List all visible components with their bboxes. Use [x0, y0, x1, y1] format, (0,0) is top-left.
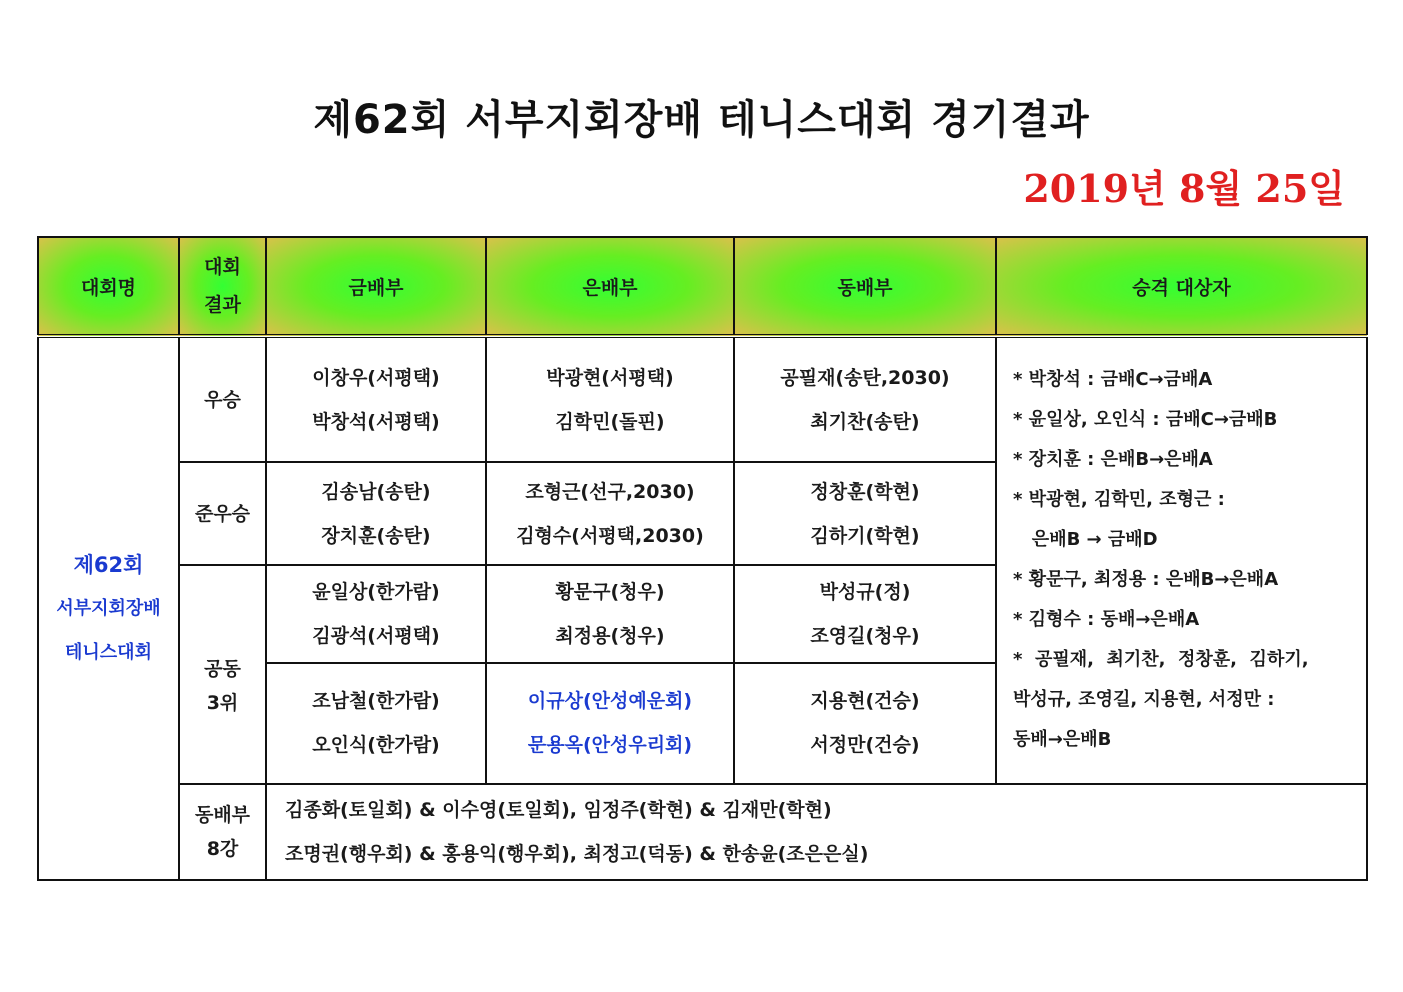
promotion-item: * 김형수 : 동배→은배A — [1013, 609, 1200, 630]
player-name: 이창우(서평택) — [312, 366, 440, 389]
row-winner — [38, 336, 1367, 462]
quarterfinal-line: 조명권(행우회) & 홍용익(행우회), 최정고(덕동) & 한송윤(조은은실) — [285, 842, 869, 865]
third-b-gold — [266, 663, 486, 783]
player-name: 최기찬(송탄) — [810, 410, 920, 433]
player-name: 김송남(송탄) — [321, 480, 431, 503]
promotion-item: * 공필재, 최기찬, 정창훈, 김하기, — [1013, 649, 1309, 670]
runner-up-silver — [486, 462, 734, 564]
player-name: 박성규(정) — [819, 581, 911, 603]
player-name: 장치훈(송탄) — [321, 524, 431, 547]
player-name: 조영길(청우) — [810, 625, 920, 647]
header-silver: 은배부 — [486, 237, 734, 336]
winner-silver — [486, 336, 734, 462]
third-b-bronze — [734, 663, 996, 783]
header-promotion: 승격 대상자 — [996, 237, 1367, 336]
player-name: 박창석(서평택) — [312, 410, 440, 433]
player-name: 김광석(서평택) — [312, 625, 440, 647]
tournament-name — [39, 543, 178, 675]
event-date: 2019년 8월 25일 — [1023, 166, 1345, 211]
results-table — [37, 236, 1368, 881]
promotion-item: 은배B → 금배D — [1013, 529, 1158, 550]
player-name: 조남철(한가람) — [312, 690, 440, 713]
player-name: 황문구(청우) — [555, 581, 665, 603]
winner-bronze — [734, 336, 996, 462]
row-quarterfinal — [38, 784, 1367, 880]
player-name: 김형수(서평택,2030) — [516, 524, 704, 547]
player-name: 최정용(청우) — [555, 625, 665, 647]
winner-gold — [266, 336, 486, 462]
label-runner-up: 준우승 — [179, 462, 266, 564]
header-result-line1: 대회 — [204, 256, 241, 278]
header-gold: 금배부 — [266, 237, 486, 336]
header-tournament: 대회명 — [38, 237, 179, 336]
label-quarterfinal-line1: 동배부 — [194, 803, 251, 826]
promotion-item: 박성규, 조영길, 지용현, 서정만 : — [1013, 689, 1275, 710]
promotion-item: * 황문구, 최정용 : 은배B→은배A — [1013, 569, 1279, 590]
promotion-item: * 박광현, 김학민, 조형근 : — [1013, 489, 1225, 510]
header-result-line2: 결과 — [204, 294, 241, 316]
player-name: 김하기(학현) — [810, 524, 920, 547]
label-winner: 우승 — [179, 336, 266, 462]
label-third — [179, 565, 266, 784]
player-name: 윤일상(한가람) — [312, 581, 440, 603]
tournament-name-line3: 테니스대회 — [65, 641, 152, 663]
label-quarterfinal-line2: 8강 — [206, 837, 239, 860]
player-name: 조형근(선구,2030) — [525, 480, 695, 503]
tournament-name-line1: 제62회 — [73, 552, 144, 577]
header-bronze: 동배부 — [734, 237, 996, 336]
player-name: 문용옥(안성우리회) — [527, 734, 693, 757]
quarterfinal-line: 김종화(토일회) & 이수영(토일회), 임정주(학현) & 김재만(학현) — [285, 798, 832, 821]
tournament-name-cell — [38, 336, 179, 880]
player-name: 이규상(안성예운회) — [527, 690, 693, 713]
promotion-list — [996, 336, 1367, 784]
label-third-line1: 공동 — [204, 658, 241, 681]
player-name: 김학민(돌핀) — [555, 410, 665, 433]
runner-up-gold — [266, 462, 486, 564]
third-a-silver — [486, 565, 734, 663]
third-a-bronze — [734, 565, 996, 663]
player-name: 서정만(건승) — [810, 734, 920, 757]
player-name: 박광현(서평택) — [546, 366, 674, 389]
player-name: 정창훈(학현) — [810, 480, 920, 503]
quarterfinal-players — [266, 784, 1367, 880]
header-row — [38, 237, 1367, 336]
page-title: 제62회 서부지회장배 테니스대회 경기결과 — [313, 97, 1090, 143]
runner-up-bronze — [734, 462, 996, 564]
promotion-item: * 장치훈 : 은배B→은배A — [1013, 449, 1213, 470]
player-name: 지용현(건승) — [810, 690, 920, 713]
promotion-item: 동배→은배B — [1013, 729, 1112, 750]
tournament-name-line2: 서부지회장배 — [56, 597, 161, 619]
promotion-item: * 윤일상, 오인식 : 금배C→금배B — [1013, 409, 1278, 430]
third-b-silver — [486, 663, 734, 783]
player-name: 오인식(한가람) — [312, 734, 440, 757]
label-third-line2: 3위 — [206, 692, 239, 715]
promotion-item: * 박창석 : 금배C→금배A — [1013, 369, 1213, 390]
header-result — [179, 237, 266, 336]
label-quarterfinal — [179, 784, 266, 880]
player-name: 공필재(송탄,2030) — [780, 366, 950, 389]
third-a-gold — [266, 565, 486, 663]
